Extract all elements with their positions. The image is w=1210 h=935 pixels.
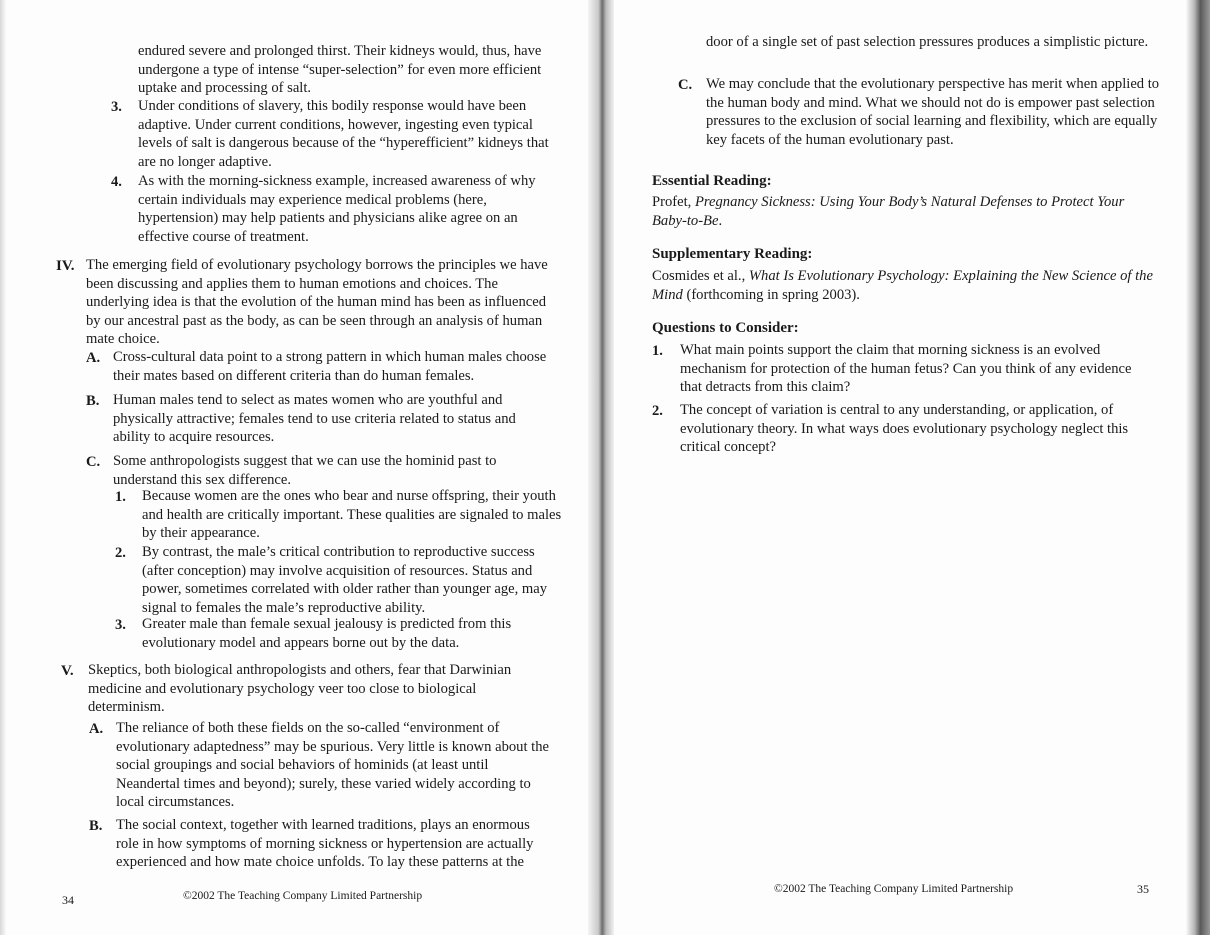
copyright-footer: ©2002 The Teaching Company Limited Partnership	[183, 890, 423, 902]
section-iv-text: The emerging field of evolutionary psychology borrows the principles we have been discussing and applies them to human emotions and choices. The underlying idea is that the evolution of the human mind has been as influenced by our ancestral past as the body, as can be seen through an analysis of human mate choice.	[86, 257, 548, 348]
item-letter: A.	[86, 350, 101, 366]
supplementary-reading-citation	[652, 267, 1162, 304]
item-letter: B.	[89, 818, 103, 834]
page-edge-shadow	[0, 0, 6, 935]
copyright-footer: ©2002 The Teaching Company Limited Partnership	[774, 883, 1014, 895]
item-letter: A.	[89, 721, 104, 737]
essential-reading-heading: Essential Reading:	[652, 173, 772, 189]
book-gutter-shadow	[588, 0, 614, 935]
supp-author: Cosmides et al.,	[652, 268, 749, 284]
question-number: 2.	[652, 403, 663, 419]
section-iv-c1-text: Because women are the ones who bear and nurse offspring, their youth and health are critically important. These qualities are signaled to males by their appearance.	[142, 488, 562, 542]
section-iv-c3-text: Greater male than female sexual jealousy is predicted from this evolutionary model and appears borne out by the data.	[142, 616, 512, 651]
page-edge-shadow	[1186, 0, 1210, 935]
item-letter: B.	[86, 393, 100, 409]
section-iv-c2-text: By contrast, the male’s critical contribution to reproductive success (after conception) may involve acquisition of resources. Status and power, sometimes correlated with older rather than younger age, may signal to females the male’s reproductive ability.	[142, 544, 548, 616]
essential-author: Profet,	[652, 194, 695, 210]
essential-end: .	[718, 212, 723, 229]
section-iv-c-text: Some anthropologists suggest that we can use the hominid past to understand this sex difference.	[113, 453, 497, 488]
page-number: 34	[62, 893, 74, 907]
item-letter: C.	[678, 77, 693, 93]
essential-title: Pregnancy Sickness: Using Your Body’s Natural Defenses to Protect Your Baby-to-Be	[652, 194, 1125, 229]
supp-end: (forthcoming in spring 2003).	[682, 286, 860, 303]
item-number: 3.	[115, 617, 126, 633]
item-letter: C.	[86, 454, 101, 470]
section-v-number: V.	[61, 663, 74, 679]
question-number: 1.	[652, 343, 663, 359]
left-page	[0, 0, 600, 935]
section-v-b-text: The social context, together with learned traditions, plays an enormous role in how symptoms of morning sickness or hypertension are actually experienced and how mate choice unfolds. To lay these patterns at the	[116, 817, 534, 871]
page-number: 35	[1137, 882, 1149, 896]
essential-reading-citation	[652, 193, 1162, 230]
item-number: 4.	[111, 174, 122, 190]
continuation-paragraph: endured severe and prolonged thirst. Their kidneys would, thus, have undergone a type of intense “super-selection” for even more efficient uptake and processing of salt.	[138, 43, 542, 97]
section-v-text: Skeptics, both biological anthropologists and others, fear that Darwinian medicine and evolutionary psychology veer too close to biological determinism.	[88, 662, 512, 716]
question-2-text: The concept of variation is central to any understanding, or application, of evolutionary theory. In what ways does evolutionary psychology neglect this critical concept?	[680, 402, 1129, 456]
supplementary-reading-heading: Supplementary Reading:	[652, 246, 813, 262]
section-c-text: We may conclude that the evolutionary perspective has merit when applied to the human body and mind. What we should not do is empower past selection pressures to the exclusion of social learning and flexibility, which are equally key facets of the human evolutionary past.	[706, 76, 1160, 148]
item-number: 1.	[115, 489, 126, 505]
item-4-text: As with the morning-sickness example, increased awareness of why certain individuals may experience medical problems (here, hypertension) may help patients and physicians alike agree on an effective course of treatment.	[138, 173, 536, 245]
item-3-text: Under conditions of slavery, this bodily response would have been adaptive. Under current conditions, however, ingesting even typical levels of salt is dangerous because of the “hyperefficient” kidneys that are no longer adaptive.	[138, 98, 549, 170]
item-number: 3.	[111, 99, 122, 115]
right-page	[604, 0, 1210, 935]
supp-title: What Is Evolutionary Psychology: Explaining the New Science of the Mind	[652, 268, 1153, 303]
continuation-paragraph: door of a single set of past selection pressures produces a simplistic picture.	[706, 34, 1149, 50]
item-number: 2.	[115, 545, 126, 561]
section-iv-number: IV.	[56, 258, 75, 274]
section-v-a-text: The reliance of both these fields on the so-called “environment of evolutionary adaptedness” may be spurious. Very little is known about the social groupings and social behaviors of hominids (at least until Neandertal times and beyond); surely, these varied widely according to local circumstances.	[116, 720, 549, 811]
question-1-text: What main points support the claim that morning sickness is an evolved mechanism for protection of the human fetus? Can you think of any evidence that detracts from this claim?	[680, 342, 1132, 396]
section-iv-b-text: Human males tend to select as mates women who are youthful and physically attractive; females tend to use criteria related to status and ability to acquire resources.	[113, 392, 516, 446]
questions-heading: Questions to Consider:	[652, 320, 799, 336]
section-iv-a-text: Cross-cultural data point to a strong pattern in which human males choose their mates based on different criteria than do human females.	[113, 349, 547, 384]
